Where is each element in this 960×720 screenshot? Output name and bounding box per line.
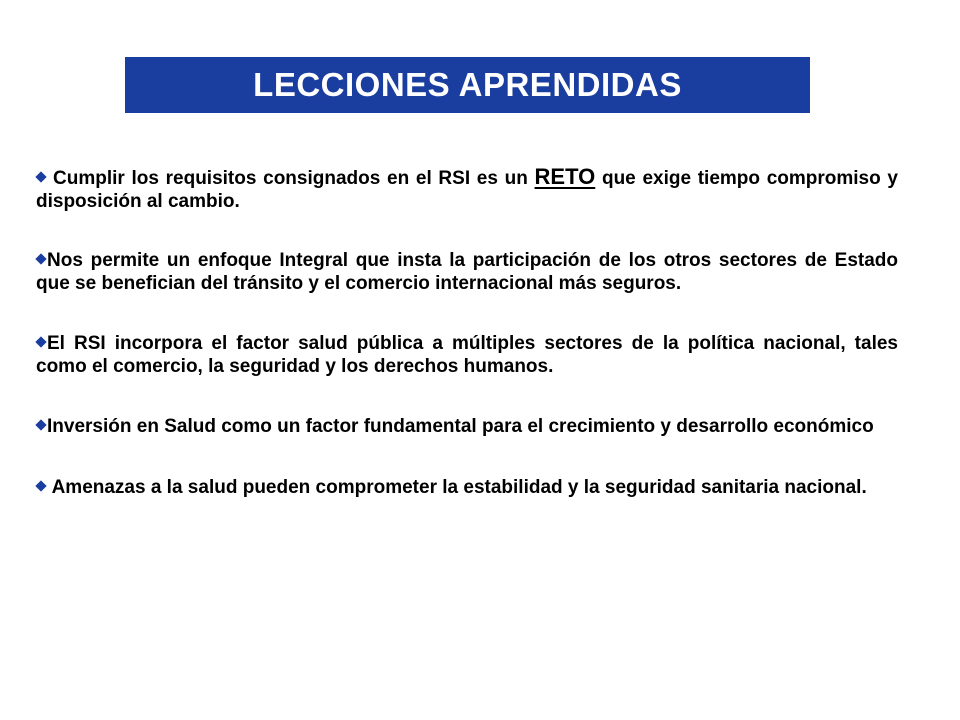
bullet-text: Inversión en Salud como un factor fundamental para el crecimiento y desarrollo económico (47, 416, 874, 437)
bullet-text: Amenazas a la salud pueden comprometer la estabilidad y la seguridad sanitaria nacional. (47, 477, 867, 498)
title-banner (125, 57, 810, 113)
diamond-bullet-icon (35, 254, 46, 265)
bullet-text: Nos permite un enfoque Integral que insta la participación de los otros sectores de Estado que se benefician del tránsito y el comercio internacional más seguros. (36, 250, 898, 294)
diamond-bullet-icon (35, 420, 46, 431)
list-item (36, 249, 898, 295)
list-item (36, 165, 898, 213)
slide-title: LECCIONES APRENDIDAS (253, 66, 682, 103)
lessons-list (36, 165, 898, 499)
list-item (36, 476, 898, 499)
list-item (36, 415, 898, 438)
diamond-bullet-icon (35, 172, 46, 183)
list-item (36, 332, 898, 378)
diamond-bullet-icon (35, 337, 46, 348)
bullet-text-after: que exige tiempo compromiso y disposición al cambio. (36, 168, 898, 212)
diamond-bullet-icon (35, 481, 46, 492)
bullet-text-before: Cumplir los requisitos consignados en el RSI es un (53, 168, 535, 189)
highlight-reto: RETO (534, 164, 596, 189)
bullet-text: El RSI incorpora el factor salud pública a múltiples sectores de la política nacional, tales como el comercio, la seguridad y los derechos humanos. (36, 333, 898, 377)
